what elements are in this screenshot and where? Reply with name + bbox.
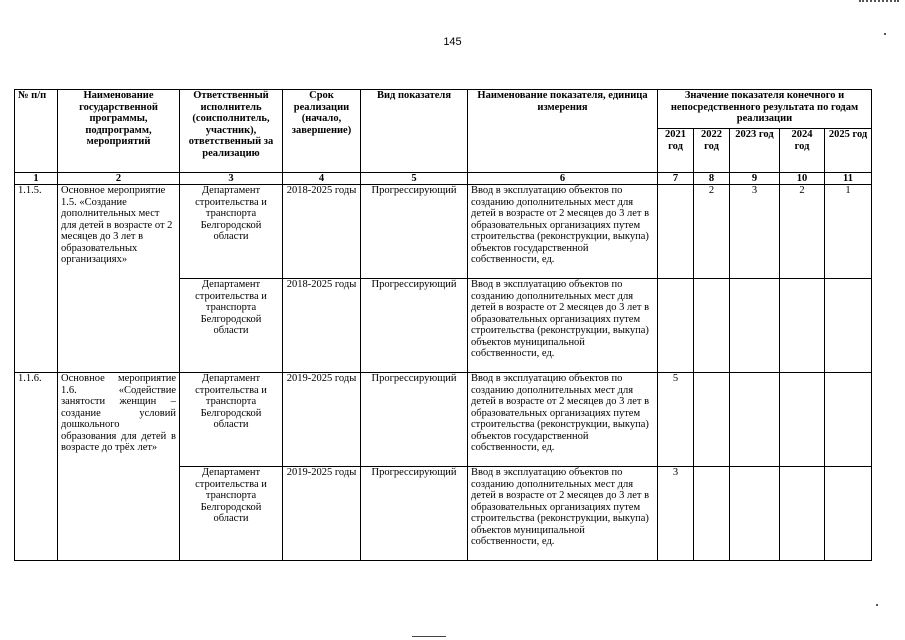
term-cell: 2019-2025 годы — [283, 373, 361, 467]
header-responsible: Ответственный исполнитель (соисполнитель, участник), ответственный за реализацию — [180, 90, 283, 173]
column-number: 11 — [825, 173, 872, 185]
value-cell: 2 — [694, 185, 730, 279]
header-term: Срок реализации (начало, завершение) — [283, 90, 361, 173]
value-cell — [658, 279, 694, 373]
header-year: 2025 год — [825, 129, 872, 173]
header-indicator-name: Наименование показателя, единица измерения — [468, 90, 658, 173]
responsible-cell: Департамент строительства и транспорта Белгородской области — [180, 373, 283, 467]
column-number: 2 — [58, 173, 180, 185]
table-row — [15, 185, 872, 279]
value-cell — [780, 467, 825, 561]
value-cell: 5 — [658, 373, 694, 467]
page-number: 145 — [443, 36, 462, 48]
column-number: 5 — [361, 173, 468, 185]
indicator-name-cell: Ввод в эксплуатацию объектов по созданию дополнительных мест для детей в возрасте от 2 месяцев до 3 лет в образовательных организациях путем строительства (реконструкции, выкупа) объектов государственной собственности, ед. — [468, 185, 658, 279]
term-cell: 2018-2025 годы — [283, 279, 361, 373]
value-cell — [825, 467, 872, 561]
value-cell — [694, 467, 730, 561]
column-numbers-row — [15, 173, 872, 185]
column-number: 4 — [283, 173, 361, 185]
indicator-type-cell: Прогрессирующий — [361, 467, 468, 561]
column-number: 6 — [468, 173, 658, 185]
row-name: Основное мероприятие 1.6. «Содействие занятости женщин – создание условий дошкольного образования для детей в возрасте до трёх лет» — [58, 373, 180, 561]
value-cell — [694, 279, 730, 373]
responsible-cell: Департамент строительства и транспорта Белгородской области — [180, 467, 283, 561]
term-cell: 2019-2025 годы — [283, 467, 361, 561]
scan-speck — [884, 33, 886, 35]
value-cell: 3 — [658, 467, 694, 561]
indicator-type-cell: Прогрессирующий — [361, 373, 468, 467]
header-year: 2021 год — [658, 129, 694, 173]
scan-artifact-bottom — [412, 636, 446, 637]
responsible-cell: Департамент строительства и транспорта Белгородской области — [180, 185, 283, 279]
term-cell: 2018-2025 годы — [283, 185, 361, 279]
column-number: 3 — [180, 173, 283, 185]
header-indicator-type: Вид показателя — [361, 90, 468, 173]
header-year: 2022 год — [694, 129, 730, 173]
value-cell — [730, 279, 780, 373]
header-name: Наименование государственной программы, подпрограмм, мероприятий — [58, 90, 180, 173]
value-cell — [780, 279, 825, 373]
header-year: 2023 год — [730, 129, 780, 173]
header-year: 2024 год — [780, 129, 825, 173]
row-number: 1.1.6. — [15, 373, 58, 561]
value-cell — [730, 373, 780, 467]
value-cell — [780, 373, 825, 467]
value-cell — [694, 373, 730, 467]
indicator-name-cell: Ввод в эксплуатацию объектов по созданию дополнительных мест для детей в возрасте от 2 месяцев до 3 лет в образовательных организациях путем строительства (реконструкции, выкупа) объектов государственной собственности, ед. — [468, 373, 658, 467]
program-table — [14, 89, 872, 561]
indicator-name-cell: Ввод в эксплуатацию объектов по созданию дополнительных мест для детей в возрасте от 2 месяцев до 3 лет в образовательных организациях путем строительства (реконструкции, выкупа) объектов муниципальной собственности, ед. — [468, 467, 658, 561]
value-cell — [825, 279, 872, 373]
value-cell: 1 — [825, 185, 872, 279]
column-number: 8 — [694, 173, 730, 185]
scan-artifact-top — [859, 0, 899, 4]
value-cell — [658, 185, 694, 279]
value-cell: 2 — [780, 185, 825, 279]
scan-speck — [876, 604, 878, 606]
header-num: № п/п — [15, 90, 58, 173]
column-number: 1 — [15, 173, 58, 185]
indicator-type-cell: Прогрессирующий — [361, 185, 468, 279]
value-cell: 3 — [730, 185, 780, 279]
column-number: 10 — [780, 173, 825, 185]
value-cell — [825, 373, 872, 467]
header-values-group: Значение показателя конечного и непосредственного результата по годам реализации — [658, 90, 872, 129]
value-cell — [730, 467, 780, 561]
column-number: 7 — [658, 173, 694, 185]
table-row — [15, 373, 872, 467]
column-number: 9 — [730, 173, 780, 185]
row-number: 1.1.5. — [15, 185, 58, 373]
responsible-cell: Департамент строительства и транспорта Белгородской области — [180, 279, 283, 373]
indicator-name-cell: Ввод в эксплуатацию объектов по созданию дополнительных мест для детей в возрасте от 2 месяцев до 3 лет в образовательных организациях путем строительства (реконструкции, выкупа) объектов муниципальной собственности, ед. — [468, 279, 658, 373]
indicator-type-cell: Прогрессирующий — [361, 279, 468, 373]
row-name: Основное мероприятие 1.5. «Создание дополнительных мест для детей в возрасте от 2 месяцев до 3 лет в образовательных организациях» — [58, 185, 180, 373]
